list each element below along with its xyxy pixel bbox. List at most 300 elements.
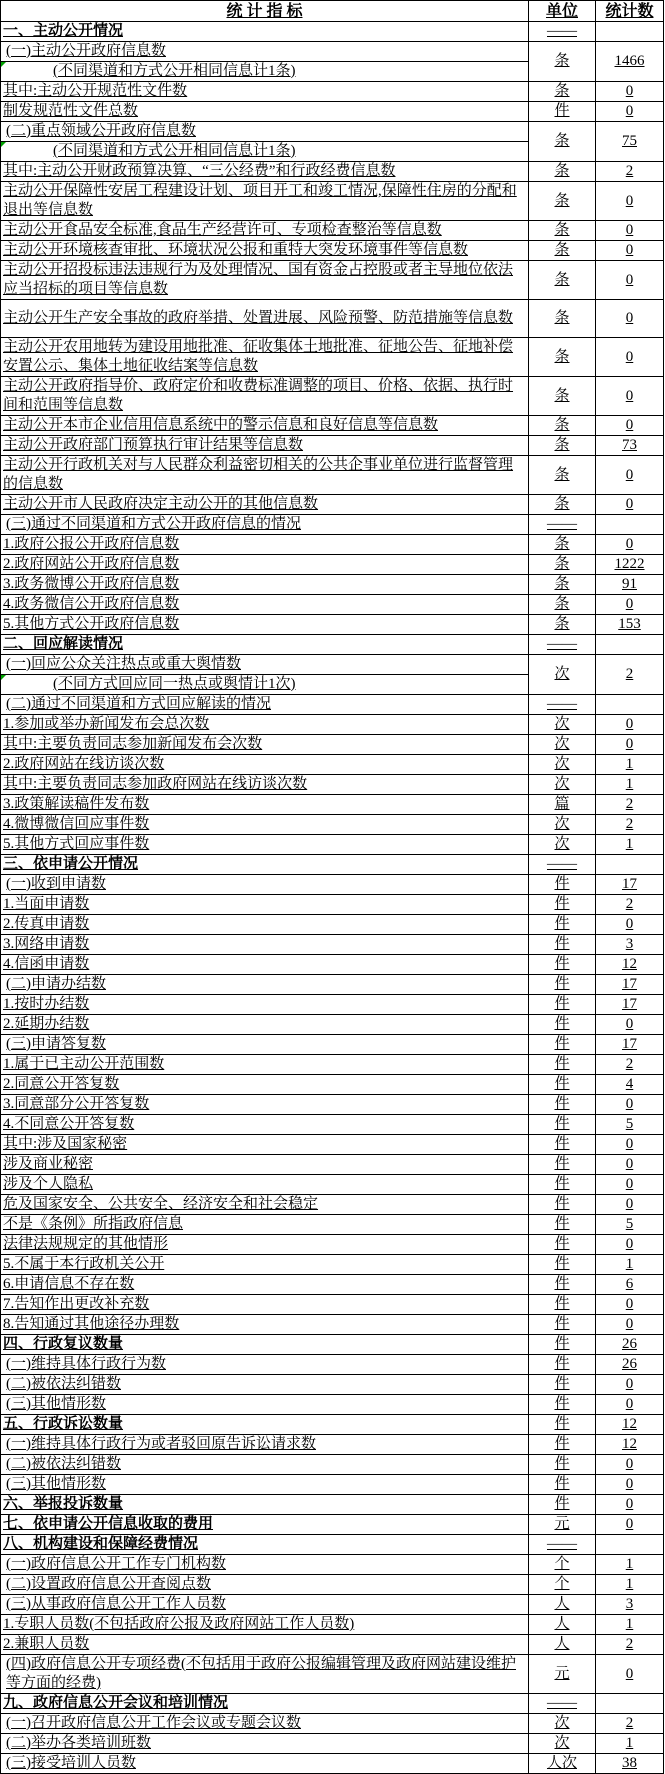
unit-cell: 条 <box>529 162 596 182</box>
count-cell: 6 <box>596 1275 664 1295</box>
count-cell: 0 <box>596 338 664 377</box>
indicator-cell: (三)申请答复数 <box>1 1035 529 1055</box>
unit-cell: 条 <box>529 377 596 416</box>
table-row <box>1 22 664 42</box>
unit-cell: 件 <box>529 915 596 935</box>
indicator-cell: 1.属于已主动公开范围数 <box>1 1055 529 1075</box>
indicator-cell: (三)接受培训人员数 <box>1 1754 529 1774</box>
unit-cell: 人 <box>529 1615 596 1635</box>
table-row <box>1 1275 664 1295</box>
table-row <box>1 1515 664 1535</box>
table-row <box>1 1694 664 1714</box>
indicator-cell: 3.政务微博公开政府信息数 <box>1 575 529 595</box>
table-row <box>1 1535 664 1555</box>
table-row <box>1 915 664 935</box>
table-row <box>1 1235 664 1255</box>
unit-cell: 件 <box>529 1035 596 1055</box>
count-cell: 0 <box>596 1015 664 1035</box>
table-row <box>1 815 664 835</box>
indicator-cell: (一)回应公众关注热点或重大舆情数 <box>1 655 529 675</box>
count-cell <box>596 22 664 42</box>
indicator-cell: 制发规范性文件总数 <box>1 102 529 122</box>
indicator-subnote-cell: (不同渠道和方式公开相同信息计1条) <box>1 142 529 162</box>
table-row <box>1 1075 664 1095</box>
count-cell: 2 <box>596 895 664 915</box>
table-row <box>1 1195 664 1215</box>
count-cell: 0 <box>596 241 664 261</box>
count-cell: 1 <box>596 775 664 795</box>
unit-cell: —— <box>529 1694 596 1714</box>
unit-cell: 篇 <box>529 795 596 815</box>
count-cell: 2 <box>596 795 664 815</box>
count-cell: 0 <box>596 595 664 615</box>
table-row <box>1 1595 664 1615</box>
count-cell <box>596 515 664 535</box>
indicator-cell: 三、依申请公开情况 <box>1 855 529 875</box>
indicator-cell: 主动公开政府部门预算执行审计结果等信息数 <box>1 436 529 456</box>
unit-cell: 条 <box>529 555 596 575</box>
indicator-cell: 五、行政诉讼数量 <box>1 1415 529 1435</box>
cell-flag-icon <box>1 62 6 67</box>
indicator-cell: 其中:主要负责同志参加政府网站在线访谈次数 <box>1 775 529 795</box>
unit-cell: 件 <box>529 995 596 1015</box>
table-row <box>1 935 664 955</box>
unit-cell: 件 <box>529 1155 596 1175</box>
table-row <box>1 436 664 456</box>
table-row <box>1 515 664 535</box>
table-row <box>1 221 664 241</box>
table-row <box>1 1475 664 1495</box>
indicator-cell: 四、行政复议数量 <box>1 1335 529 1355</box>
count-cell: 1 <box>596 835 664 855</box>
indicator-cell: 5.不属于本行政机关公开 <box>1 1255 529 1275</box>
count-cell: 0 <box>596 261 664 300</box>
indicator-cell: 八、机构建设和保障经费情况 <box>1 1535 529 1555</box>
table-row <box>1 835 664 855</box>
table-row <box>1 695 664 715</box>
indicator-cell: 九、政府信息公开会议和培训情况 <box>1 1694 529 1714</box>
indicator-cell: 主动公开招投标违法违规行为及处理情况、国有资金占控股或者主导地位依法应当招标的项目等信息数 <box>1 261 529 300</box>
indicator-cell: 5.其他方式公开政府信息数 <box>1 615 529 635</box>
table-row <box>1 735 664 755</box>
table-row <box>1 1175 664 1195</box>
count-cell <box>596 855 664 875</box>
indicator-cell: 2.同意公开答复数 <box>1 1075 529 1095</box>
count-cell: 0 <box>596 102 664 122</box>
unit-cell: 件 <box>529 1355 596 1375</box>
unit-cell: 条 <box>529 456 596 495</box>
table-row <box>1 875 664 895</box>
count-cell: 0 <box>596 456 664 495</box>
table-row <box>1 535 664 555</box>
unit-cell: 条 <box>529 42 596 82</box>
unit-cell: —— <box>529 22 596 42</box>
indicator-cell: 4.信函申请数 <box>1 955 529 975</box>
unit-cell: 件 <box>529 1115 596 1135</box>
table-row <box>1 42 664 62</box>
count-cell: 1 <box>596 1255 664 1275</box>
table-row <box>1 1555 664 1575</box>
unit-cell: 件 <box>529 1275 596 1295</box>
unit-cell: 次 <box>529 835 596 855</box>
indicator-cell: (二)通过不同渠道和方式回应解读的情况 <box>1 695 529 715</box>
table-row <box>1 1135 664 1155</box>
indicator-cell: (一)主动公开政府信息数 <box>1 42 529 62</box>
unit-cell: 件 <box>529 1095 596 1115</box>
indicator-cell: 8.告知通过其他途径办理数 <box>1 1315 529 1335</box>
unit-cell: 个 <box>529 1555 596 1575</box>
count-cell: 38 <box>596 1754 664 1774</box>
indicator-cell: 其中:涉及国家秘密 <box>1 1135 529 1155</box>
table-row <box>1 1255 664 1275</box>
table-row <box>1 1455 664 1475</box>
count-cell: 4 <box>596 1075 664 1095</box>
unit-cell: 人 <box>529 1595 596 1615</box>
count-cell <box>596 695 664 715</box>
indicator-cell: 2.延期办结数 <box>1 1015 529 1035</box>
indicator-cell: 主动公开市人民政府决定主动公开的其他信息数 <box>1 495 529 515</box>
unit-cell: 次 <box>529 735 596 755</box>
count-cell: 0 <box>596 735 664 755</box>
unit-cell: 条 <box>529 436 596 456</box>
unit-cell: 件 <box>529 1315 596 1335</box>
count-cell: 0 <box>596 1195 664 1215</box>
count-cell: 0 <box>596 535 664 555</box>
indicator-cell: (二)设置政府信息公开查阅点数 <box>1 1575 529 1595</box>
indicator-cell: 2.传真申请数 <box>1 915 529 935</box>
count-cell: 0 <box>596 915 664 935</box>
unit-cell: 件 <box>529 875 596 895</box>
unit-cell: —— <box>529 635 596 655</box>
indicator-cell: (一)维持具体行政行为数 <box>1 1355 529 1375</box>
count-cell: 0 <box>596 1655 664 1694</box>
indicator-cell: 7.告知作出更改补充数 <box>1 1295 529 1315</box>
count-cell: 1222 <box>596 555 664 575</box>
unit-cell: 件 <box>529 1055 596 1075</box>
header-indicator: 统 计 指 标 <box>1 1 529 22</box>
indicator-cell: 主动公开环境核查审批、环境状况公报和重特大突发环境事件等信息数 <box>1 241 529 261</box>
header-row <box>1 1 664 22</box>
unit-cell: 件 <box>529 1395 596 1415</box>
table-row <box>1 855 664 875</box>
unit-cell: 条 <box>529 338 596 377</box>
table-row <box>1 975 664 995</box>
table-row <box>1 1714 664 1734</box>
cell-flag-icon <box>1 675 6 680</box>
unit-cell: 件 <box>529 1455 596 1475</box>
table-row <box>1 715 664 735</box>
count-cell <box>596 1694 664 1714</box>
unit-cell: 件 <box>529 1495 596 1515</box>
table-row <box>1 795 664 815</box>
count-cell: 12 <box>596 1435 664 1455</box>
table-row <box>1 182 664 221</box>
unit-cell: 条 <box>529 122 596 162</box>
header-unit: 单位 <box>529 1 596 22</box>
indicator-cell: 6.申请信息不存在数 <box>1 1275 529 1295</box>
count-cell: 12 <box>596 955 664 975</box>
indicator-cell: (一)政府信息公开工作专门机构数 <box>1 1555 529 1575</box>
unit-cell: 件 <box>529 975 596 995</box>
indicator-cell: 主动公开农用地转为建设用地批准、征收集体土地批准、征地公告、征地补偿安置公示、集体土地征收结案等信息数 <box>1 338 529 377</box>
indicator-cell: (二)重点领域公开政府信息数 <box>1 122 529 142</box>
unit-cell: 件 <box>529 1255 596 1275</box>
indicator-cell: 其中:主动公开规范性文件数 <box>1 82 529 102</box>
table-row <box>1 1115 664 1135</box>
count-cell: 26 <box>596 1355 664 1375</box>
count-cell: 0 <box>596 1495 664 1515</box>
count-cell: 0 <box>596 182 664 221</box>
indicator-cell: (三)从事政府信息公开工作人员数 <box>1 1595 529 1615</box>
unit-cell: 件 <box>529 1075 596 1095</box>
unit-cell: 件 <box>529 1475 596 1495</box>
indicator-cell: 3.政策解读稿件发布数 <box>1 795 529 815</box>
unit-cell: 件 <box>529 1015 596 1035</box>
unit-cell: 件 <box>529 1295 596 1315</box>
table-row <box>1 655 664 675</box>
count-cell: 17 <box>596 995 664 1015</box>
indicator-cell: (二)被依法纠错数 <box>1 1455 529 1475</box>
unit-cell: 件 <box>529 102 596 122</box>
unit-cell: 次 <box>529 815 596 835</box>
indicator-cell: 一、主动公开情况 <box>1 22 529 42</box>
table-row <box>1 1375 664 1395</box>
unit-cell: 条 <box>529 495 596 515</box>
indicator-cell: (一)维持具体行政行为或者驳回原告诉讼请求数 <box>1 1435 529 1455</box>
indicator-cell: 2.兼职人员数 <box>1 1635 529 1655</box>
count-cell: 17 <box>596 875 664 895</box>
count-cell: 0 <box>596 1315 664 1335</box>
table-row <box>1 1035 664 1055</box>
table-row <box>1 1655 664 1694</box>
table-row <box>1 82 664 102</box>
table-row <box>1 635 664 655</box>
unit-cell: 条 <box>529 416 596 436</box>
count-cell: 12 <box>596 1415 664 1435</box>
table-row <box>1 241 664 261</box>
table-row <box>1 377 664 416</box>
unit-cell: 件 <box>529 955 596 975</box>
count-cell: 0 <box>596 1395 664 1415</box>
unit-cell: 人次 <box>529 1754 596 1774</box>
count-cell <box>596 1535 664 1555</box>
indicator-cell: 危及国家安全、公共安全、经济安全和社会稳定 <box>1 1195 529 1215</box>
unit-cell: —— <box>529 695 596 715</box>
table-row <box>1 1415 664 1435</box>
count-cell: 1466 <box>596 42 664 82</box>
count-cell: 2 <box>596 1635 664 1655</box>
count-cell: 2 <box>596 1055 664 1075</box>
indicator-cell: 七、依申请公开信息收取的费用 <box>1 1515 529 1535</box>
count-cell: 1 <box>596 1615 664 1635</box>
count-cell: 0 <box>596 377 664 416</box>
unit-cell: 件 <box>529 1375 596 1395</box>
count-cell: 0 <box>596 1455 664 1475</box>
table-body <box>1 22 664 1774</box>
count-cell: 0 <box>596 1235 664 1255</box>
unit-cell: 件 <box>529 1135 596 1155</box>
unit-cell: 件 <box>529 1175 596 1195</box>
header-count: 统计数 <box>596 1 664 22</box>
indicator-cell: (二)被依法纠错数 <box>1 1375 529 1395</box>
count-cell: 0 <box>596 715 664 735</box>
count-cell: 5 <box>596 1115 664 1135</box>
unit-cell: 人 <box>529 1635 596 1655</box>
unit-cell: 次 <box>529 755 596 775</box>
indicator-cell: 其中:主要负责同志参加新闻发布会次数 <box>1 735 529 755</box>
indicator-subnote-cell: (不同方式回应同一热点或舆情计1次) <box>1 675 529 695</box>
unit-cell: 次 <box>529 1714 596 1734</box>
count-cell <box>596 635 664 655</box>
count-cell: 0 <box>596 1295 664 1315</box>
indicator-cell: 其中:主动公开财政预算决算、“三公经费”和行政经费信息数 <box>1 162 529 182</box>
indicator-cell: 3.同意部分公开答复数 <box>1 1095 529 1115</box>
unit-cell: 次 <box>529 775 596 795</box>
table-row <box>1 122 664 142</box>
indicator-cell: 主动公开保障性安居工程建设计划、项目开工和竣工情况,保障性住房的分配和退出等信息数 <box>1 182 529 221</box>
table-row <box>1 955 664 975</box>
unit-cell: 件 <box>529 1335 596 1355</box>
table-row <box>1 1495 664 1515</box>
unit-cell: 条 <box>529 221 596 241</box>
indicator-cell: 1.按时办结数 <box>1 995 529 1015</box>
count-cell: 2 <box>596 815 664 835</box>
count-cell: 0 <box>596 495 664 515</box>
count-cell: 17 <box>596 975 664 995</box>
unit-cell: 件 <box>529 1415 596 1435</box>
unit-cell: 件 <box>529 1435 596 1455</box>
unit-cell: 条 <box>529 615 596 635</box>
count-cell: 91 <box>596 575 664 595</box>
indicator-cell: 4.政务微信公开政府信息数 <box>1 595 529 615</box>
unit-cell: 条 <box>529 82 596 102</box>
unit-cell: 件 <box>529 1195 596 1215</box>
unit-cell: 元 <box>529 1655 596 1694</box>
table-row <box>1 1734 664 1754</box>
count-cell: 0 <box>596 82 664 102</box>
table-row <box>1 162 664 182</box>
indicator-cell: 主动公开食品安全标准,食品生产经营许可、专项检查整治等信息数 <box>1 221 529 241</box>
table-row <box>1 1355 664 1375</box>
unit-cell: —— <box>529 1535 596 1555</box>
unit-cell: 条 <box>529 595 596 615</box>
count-cell: 1 <box>596 1734 664 1754</box>
table-row <box>1 495 664 515</box>
indicator-cell: 六、举报投诉数量 <box>1 1495 529 1515</box>
table-row <box>1 775 664 795</box>
table-row <box>1 1315 664 1335</box>
indicator-cell: 涉及个人隐私 <box>1 1175 529 1195</box>
indicator-cell: (二)申请办结数 <box>1 975 529 995</box>
indicator-cell: (三)其他情形数 <box>1 1475 529 1495</box>
count-cell: 0 <box>596 221 664 241</box>
table-row <box>1 995 664 1015</box>
table-row <box>1 755 664 775</box>
indicator-cell: 主动公开政府指导价、政府定价和收费标准调整的项目、价格、依据、执行时间和范围等信息数 <box>1 377 529 416</box>
unit-cell: 条 <box>529 535 596 555</box>
indicator-cell: 1.政府公报公开政府信息数 <box>1 535 529 555</box>
count-cell: 3 <box>596 1595 664 1615</box>
unit-cell: 条 <box>529 575 596 595</box>
count-cell: 17 <box>596 1035 664 1055</box>
table-row <box>1 300 664 338</box>
unit-cell: 条 <box>529 261 596 300</box>
indicator-cell: (四)政府信息公开专项经费(不包括用于政府公报编辑管理及政府网站建设维护等方面的经费) <box>1 1655 529 1694</box>
unit-cell: 次 <box>529 655 596 695</box>
indicator-cell: 1.参加或举办新闻发布会总次数 <box>1 715 529 735</box>
unit-cell: 个 <box>529 1575 596 1595</box>
table-row <box>1 338 664 377</box>
count-cell: 1 <box>596 1555 664 1575</box>
indicator-cell: (一)召开政府信息公开工作会议或专题会议数 <box>1 1714 529 1734</box>
table-row <box>1 1395 664 1415</box>
table-row <box>1 1215 664 1235</box>
unit-cell: 件 <box>529 935 596 955</box>
indicator-cell: 主动公开生产安全事故的政府举措、处置进展、风险预警、防范措施等信息数 <box>1 300 529 338</box>
count-cell: 3 <box>596 935 664 955</box>
unit-cell: 条 <box>529 241 596 261</box>
count-cell: 1 <box>596 755 664 775</box>
cell-flag-icon <box>1 142 6 147</box>
table-row <box>1 1095 664 1115</box>
count-cell: 2 <box>596 162 664 182</box>
indicator-subnote-cell: (不同渠道和方式公开相同信息计1条) <box>1 62 529 82</box>
count-cell: 5 <box>596 1215 664 1235</box>
table-row <box>1 1015 664 1035</box>
count-cell: 0 <box>596 416 664 436</box>
indicator-cell: (一)收到申请数 <box>1 875 529 895</box>
count-cell: 75 <box>596 122 664 162</box>
indicator-cell: 主动公开本市企业信用信息系统中的警示信息和良好信息等信息数 <box>1 416 529 436</box>
indicator-cell: 2.政府网站在线访谈次数 <box>1 755 529 775</box>
unit-cell: 元 <box>529 1515 596 1535</box>
count-cell: 0 <box>596 1175 664 1195</box>
table-row <box>1 595 664 615</box>
count-cell: 0 <box>596 1135 664 1155</box>
table-row <box>1 1055 664 1075</box>
table-row <box>1 456 664 495</box>
count-cell: 0 <box>596 300 664 338</box>
indicator-cell: 二、回应解读情况 <box>1 635 529 655</box>
table-row <box>1 1435 664 1455</box>
indicator-cell: 1.当面申请数 <box>1 895 529 915</box>
indicator-cell: 2.政府网站公开政府信息数 <box>1 555 529 575</box>
table-row <box>1 1295 664 1315</box>
table-row <box>1 1155 664 1175</box>
unit-cell: —— <box>529 515 596 535</box>
indicator-cell: 不是《条例》所指政府信息 <box>1 1215 529 1235</box>
indicator-cell: (三)其他情形数 <box>1 1395 529 1415</box>
table-row <box>1 1615 664 1635</box>
indicator-cell: (二)举办各类培训班数 <box>1 1734 529 1754</box>
indicator-cell: 1.专职人员数(不包括政府公报及政府网站工作人员数) <box>1 1615 529 1635</box>
indicator-cell: 4.微博微信回应事件数 <box>1 815 529 835</box>
table-row <box>1 895 664 915</box>
table-row <box>1 555 664 575</box>
count-cell: 0 <box>596 1375 664 1395</box>
count-cell: 0 <box>596 1515 664 1535</box>
count-cell: 2 <box>596 655 664 695</box>
count-cell: 73 <box>596 436 664 456</box>
table-row <box>1 615 664 635</box>
unit-cell: 件 <box>529 895 596 915</box>
table-row <box>1 1754 664 1774</box>
table-row <box>1 1335 664 1355</box>
indicator-cell: 主动公开行政机关对与人民群众利益密切相关的公共企事业单位进行监督管理的信息数 <box>1 456 529 495</box>
count-cell: 0 <box>596 1155 664 1175</box>
unit-cell: 件 <box>529 1215 596 1235</box>
count-cell: 1 <box>596 1575 664 1595</box>
